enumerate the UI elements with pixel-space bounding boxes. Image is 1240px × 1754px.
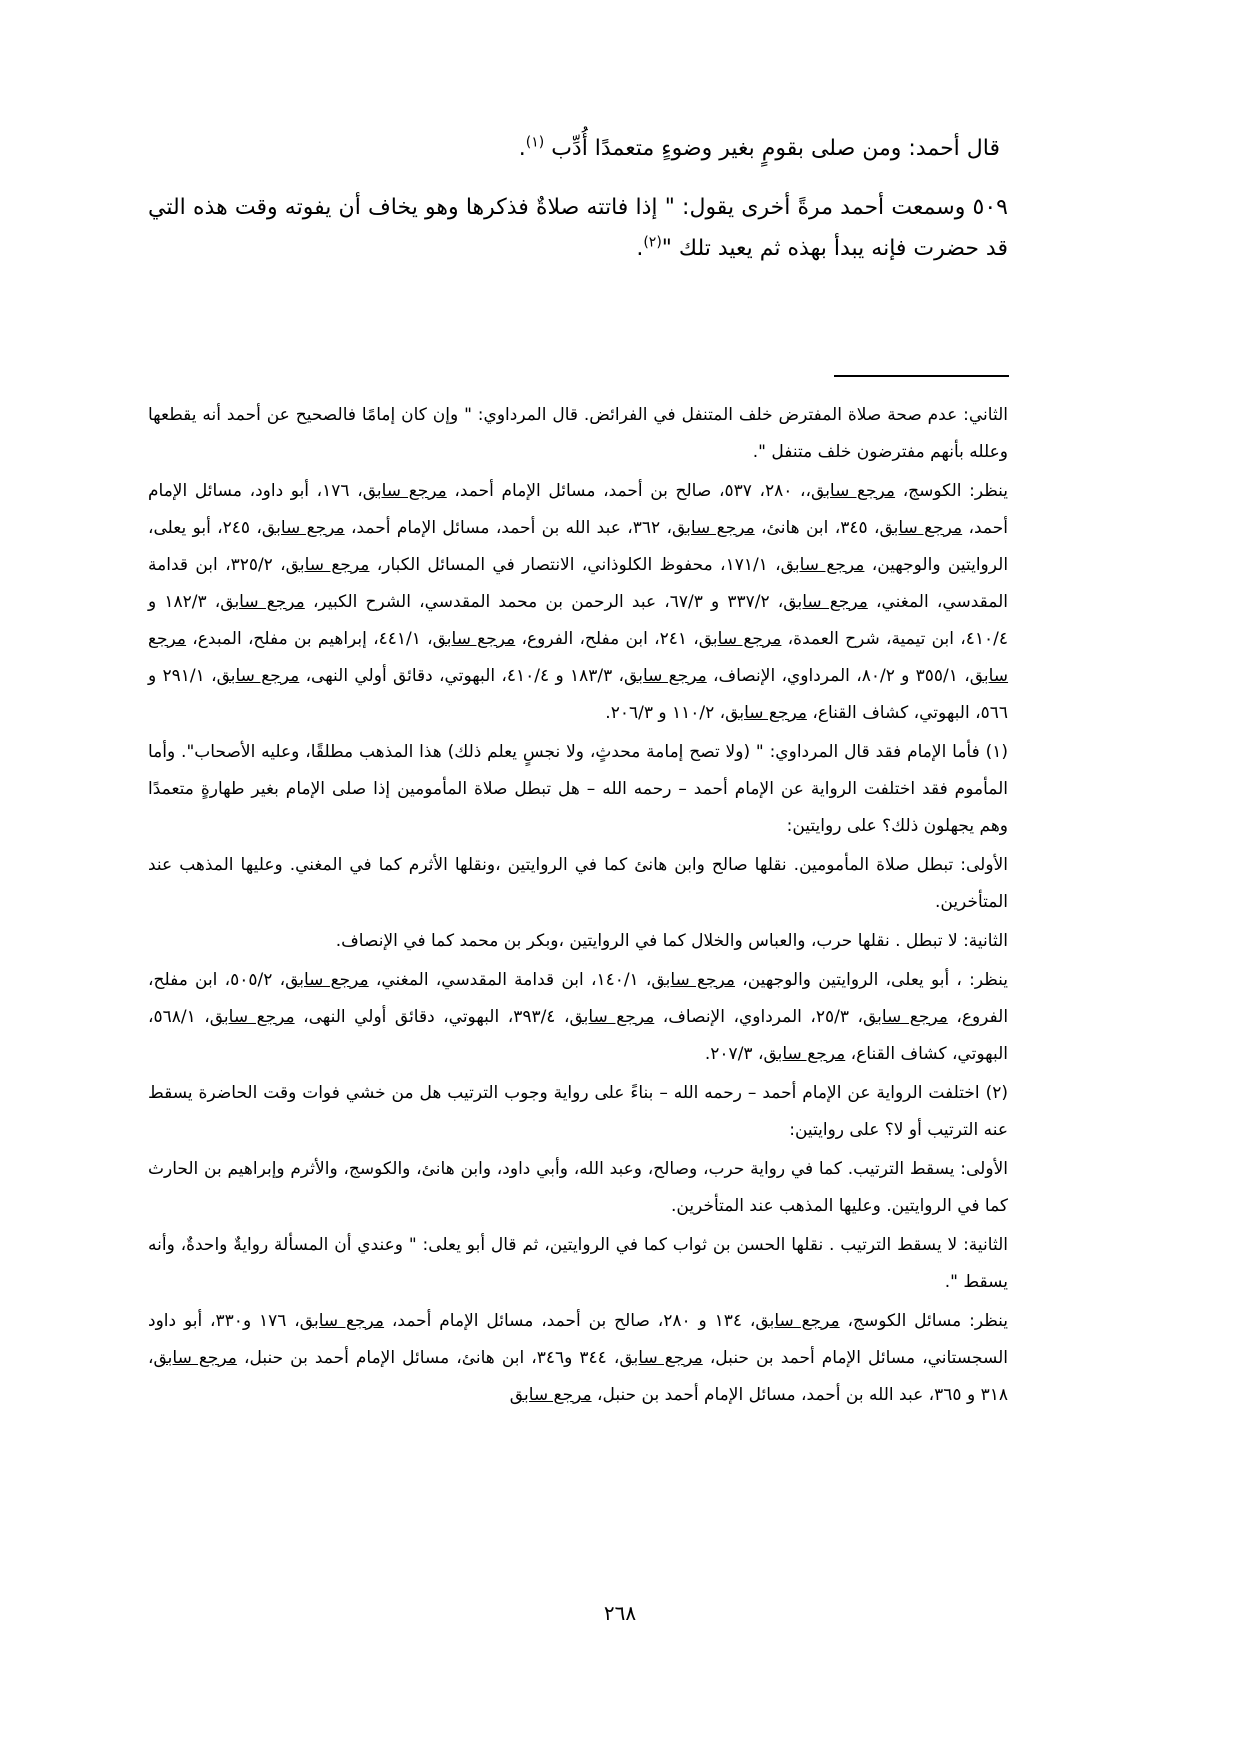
- footnote-paragraph: الأولى: يسقط الترتيب. كما في رواية حرب، وصالح، وعبد الله، وأبي داود، وابن هانئ، والكوسج، والأثرم وإبراهيم بن الحارث كما في الروايتين. وعليها المذهب عند المتأخرين.: [148, 1159, 1008, 1216]
- main-paragraph-2: [148, 187, 1008, 269]
- reference-link[interactable]: مرجع سابق: [725, 703, 807, 723]
- footnote-references: ينظر: مسائل الكوسج، مرجع سابق، ١٣٤ و ٢٨٠، صالح بن أحمد، مسائل الإمام أحمد، مرجع سابق، ١٧٦ و٣٣٠، أبو داود السجستاني، مسائل الإمام أحمد بن حنبل، مرجع سابق، ٣٤٤ و٣٤٦، ابن هانئ، مسائل الإمام أحمد بن حنبل، مرجع سابق، ٣١٨ و ٣٦٥، عبد الله بن أحمد، مسائل الإمام أحمد بن حنبل، مرجع سابق: [148, 1311, 1009, 1405]
- reference-link[interactable]: مرجع سابق: [216, 666, 300, 686]
- reference-link[interactable]: مرجع سابق: [671, 518, 755, 538]
- reference-link[interactable]: مرجع سابق: [209, 1007, 295, 1027]
- main-text: [148, 128, 1008, 287]
- footnote-marker[interactable]: (١): [525, 134, 545, 151]
- reference-link[interactable]: مرجع سابق: [261, 518, 345, 538]
- reference-link[interactable]: مرجع سابق: [763, 1044, 846, 1064]
- main-paragraph-1: [148, 128, 1008, 169]
- footnote-paragraph: الأولى: تبطل صلاة المأمومين. نقلها صالح وابن هانئ كما في الروايتين ،ونقلها الأثرم كما في المغني. وعليها المذهب عند المتأخرين.: [148, 855, 1008, 912]
- reference-link[interactable]: مرجع سابق: [783, 592, 868, 612]
- reference-link[interactable]: مرجع سابق: [148, 629, 1009, 686]
- footnote-paragraph: الثانية: لا تبطل . نقلها حرب، والعباس والخلال كما في الروايتين ،وبكر بن محمد كما في الإنصاف.: [335, 931, 1008, 951]
- footnote-1: (١) فأما الإمام فقد قال المرداوي: " (ولا تصح إمامة محدثٍ، ولا نجسٍ يعلم ذلك) هذا المذهب مطلقًا، وعليه الأصحاب". وأما المأموم فقد اختلفت الرواية عن الإمام أحمد – رحمه الله – هل تبطل صلاة المأمومين إذا صلى الإمام بغير طهارةٍ متعمدًا وهم يجهلون ذلك؟ على روايتين:: [148, 742, 1008, 836]
- reference-link[interactable]: مرجع سابق: [624, 666, 707, 686]
- reference-link[interactable]: مرجع سابق: [285, 970, 369, 990]
- reference-link[interactable]: مرجع سابق: [299, 1311, 385, 1331]
- reference-link[interactable]: مرجع سابق: [780, 555, 865, 575]
- reference-link[interactable]: مرجع سابق: [755, 1311, 840, 1331]
- footnote-references: ينظر: ، أبو يعلى، الروايتين والوجهين، مرجع سابق، ١٤٠/١، ابن قدامة المقدسي، المغني، مرجع سابق، ٥٠٥/٢، ابن مفلح، الفروع، مرجع سابق، ٢٥/٣، المرداوي، الإنصاف، مرجع سابق، ٣٩٣/٤، البهوتي، دقائق أولي النهى، مرجع سابق، ٥٦٨/١، البهوتي، كشاف القناع، مرجع سابق، ٢٠٧/٣.: [148, 970, 1009, 1064]
- reference-link[interactable]: مرجع سابق: [651, 970, 735, 990]
- footnote-separator: [834, 375, 1009, 377]
- reference-link[interactable]: مرجع سابق: [569, 1007, 655, 1027]
- reference-link[interactable]: مرجع سابق: [285, 555, 370, 575]
- footnote-references: ينظر: الكوسج، مرجع سابق،، ٢٨٠، ٥٣٧، صالح بن أحمد، مسائل الإمام أحمد، مرجع سابق، ١٧٦، أبو داود، مسائل الإمام أحمد، مرجع سابق، ٣٤٥، ابن هانئ، مرجع سابق، ٣٦٢، عبد الله بن أحمد، مسائل الإمام أحمد، مرجع سابق، ٢٤٥، أبو يعلى، الروايتين والوجهين، مرجع سابق، ١٧١/١، محفوظ الكلوذاني، الانتصار في المسائل الكبار، مرجع سابق، ٣٢٥/٢، ابن قدامة المقدسي، المغني، مرجع سابق، ٣٣٧/٢ و ٦٧/٣، عبد الرحمن بن محمد المقدسي، الشرح الكبير، مرجع سابق، ١٨٢/٣ و ٤١٠/٤، ابن تيمية، شرح العمدة، مرجع سابق، ٢٤١، ابن مفلح، الفروع، مرجع سابق، ٤٤١/١، إبراهيم بن مفلح، المبدع، مرجع سابق، ٣٥٥/١ و ٨٠/٢، المرداوي، الإنصاف، مرجع سابق، ١٨٣/٣ و ٤١٠/٤، البهوتي، دقائق أولي النهى، مرجع سابق، ٢٩١/١ و ٥٦٦، البهوتي، كشاف القناع، مرجع سابق، ١١٠/٢ و ٢٠٦/٣.: [148, 481, 1009, 723]
- footnote-marker[interactable]: (٢): [643, 234, 662, 251]
- paragraph-end: .: [518, 136, 526, 161]
- footnote-2: (٢) اختلفت الرواية عن الإمام أحمد – رحمه الله – بناءً على رواية وجوب الترتيب هل من خشي فوات وقت الحاضرة يسقط عنه الترتيب أو لا؟ على روايتين:: [148, 1083, 1008, 1140]
- reference-link[interactable]: مرجع سابق: [153, 1348, 237, 1368]
- footnote-paragraph: الثاني: عدم صحة صلاة المفترض خلف المتنفل في الفرائض. قال المرداوي: " وإن كان إمامًا فالصحيح عن أحمد أنه يقطعها وعلله بأنهم مفترضون خلف متنفل ".: [148, 405, 1008, 462]
- reference-link[interactable]: مرجع سابق: [811, 481, 896, 501]
- reference-link[interactable]: مرجع سابق: [879, 518, 963, 538]
- reference-link[interactable]: مرجع سابق: [362, 481, 447, 501]
- footnote-paragraph: الثانية: لا يسقط الترتيب . نقلها الحسن بن ثواب كما في الروايتين، ثم قال أبو يعلى: " وعندي أن المسألة روايةٌ واحدةٌ، وأنه يسقط ".: [148, 1235, 1008, 1292]
- page-number: ٢٦٨: [603, 1601, 637, 1625]
- reference-link[interactable]: مرجع سابق: [619, 1348, 703, 1368]
- reference-link[interactable]: مرجع سابق: [432, 629, 516, 649]
- reference-link[interactable]: مرجع سابق: [698, 629, 782, 649]
- reference-link[interactable]: مرجع سابق: [220, 592, 305, 612]
- footnotes: [148, 397, 1008, 1416]
- paragraph-end: .: [636, 236, 644, 261]
- reference-link[interactable]: مرجع سابق: [509, 1385, 592, 1405]
- paragraph-text: ٥٠٩ وسمعت أحمد مرةً أخرى يقول: " إذا فاتته صلاةٌ فذكرها وهو يخاف أن يفوته وقت هذه التي قد حضرت فإنه يبدأ بهذه ثم يعيد تلك ": [148, 195, 1008, 261]
- reference-link[interactable]: مرجع سابق: [862, 1007, 948, 1027]
- paragraph-text: قال أحمد: ومن صلى بقومٍ بغير وضوءٍ متعمدًا أُدِّب: [544, 136, 1000, 161]
